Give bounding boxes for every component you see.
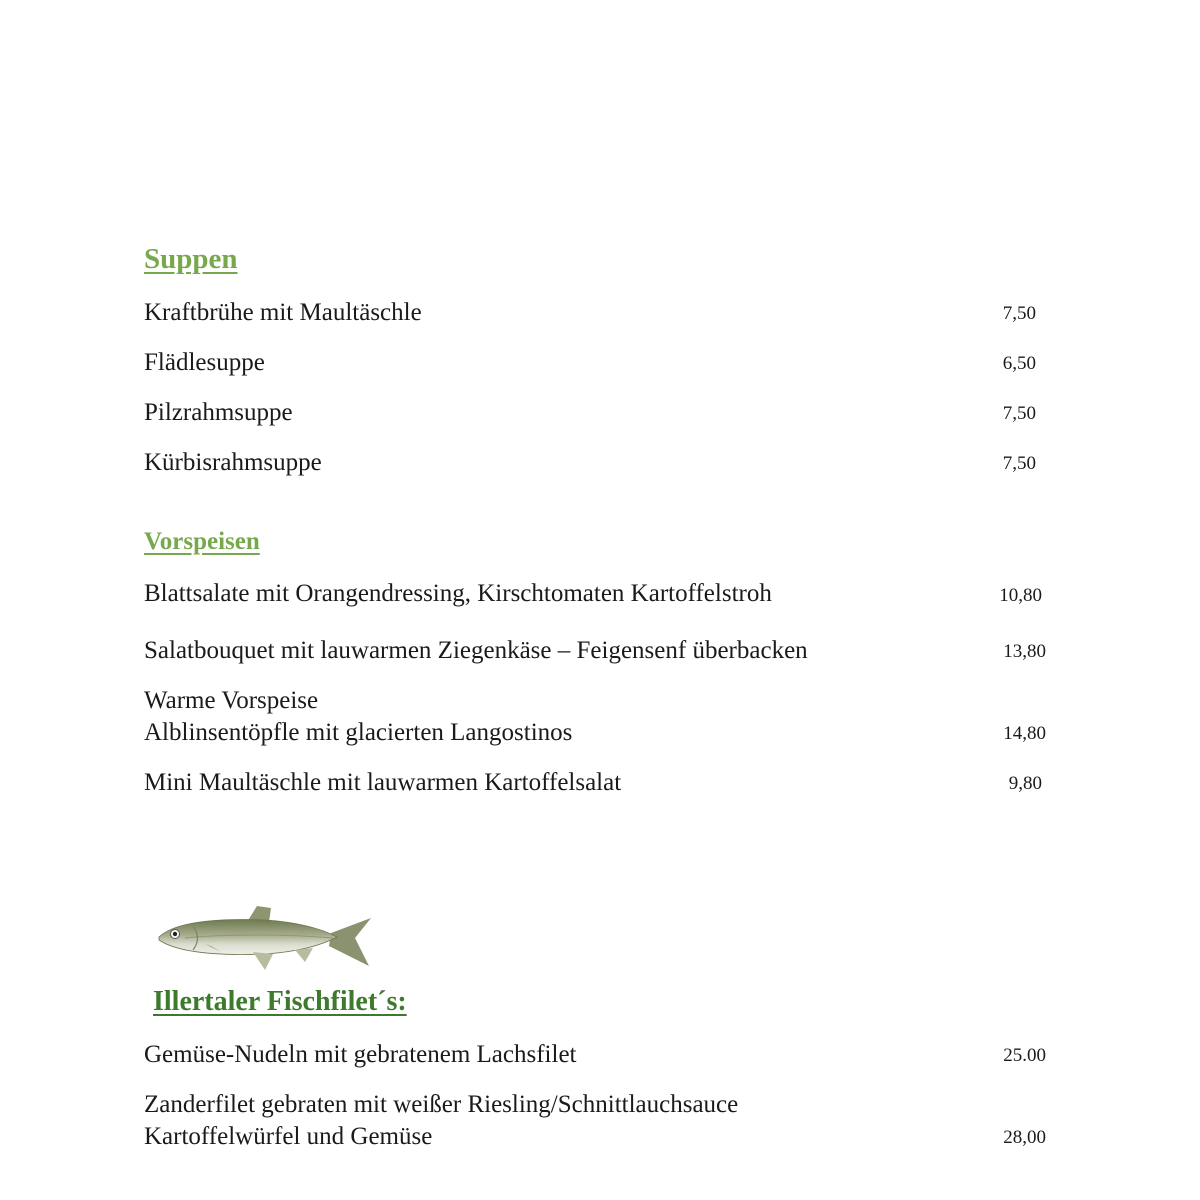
menu-item-price: 7,50 <box>1002 403 1036 424</box>
menu-item-price: 13,80 <box>1003 641 1046 662</box>
menu-item-price: 6,50 <box>1002 353 1036 374</box>
menu-item-name: Mini Maultäschle mit lauwarmen Kartoffelsalat <box>144 769 622 796</box>
menu-item-name-line2: Kartoffelwürfel und Gemüse <box>144 1123 433 1150</box>
menu-item-name-line2: Alblinsentöpfle mit glacierten Langostinos <box>144 719 573 746</box>
menu-item-name: Blattsalate mit Orangendressing, Kirschtomaten Kartoffelstroh <box>144 580 772 607</box>
menu-item-name: Salatbouquet mit lauwarmen Ziegenkäse – Feigensenf überbacken <box>144 637 808 664</box>
menu-item-name: Kürbisrahmsuppe <box>144 449 322 476</box>
menu-item-price: 14,80 <box>1003 723 1046 744</box>
menu-item-name-line1: Warme Vorspeise <box>144 687 319 714</box>
section-title-fisch: Illertaler Fischfilet´s: <box>153 986 407 1017</box>
menu-item-price: 7,50 <box>1002 453 1036 474</box>
fish-icon <box>155 900 377 978</box>
menu-item-price: 9,80 <box>1008 773 1042 794</box>
menu-item-price: 7,50 <box>1002 303 1036 324</box>
menu-item-name: Gemüse-Nudeln mit gebratenem Lachsfilet <box>144 1041 577 1068</box>
menu-item-price: 25.00 <box>1003 1045 1046 1066</box>
menu-item-name: Pilzrahmsuppe <box>144 399 293 426</box>
menu-item-name: Flädlesuppe <box>144 349 265 376</box>
section-title-suppen: Suppen <box>144 243 238 275</box>
menu-item-name: Kraftbrühe mit Maultäschle <box>144 299 422 326</box>
menu-item-price: 28,00 <box>1003 1127 1046 1148</box>
section-title-vorspeisen: Vorspeisen <box>144 528 260 555</box>
menu-item-price: 10,80 <box>999 585 1042 606</box>
menu-item-name-line1: Zanderfilet gebraten mit weißer Riesling/Schnittlauchsauce <box>144 1091 739 1118</box>
